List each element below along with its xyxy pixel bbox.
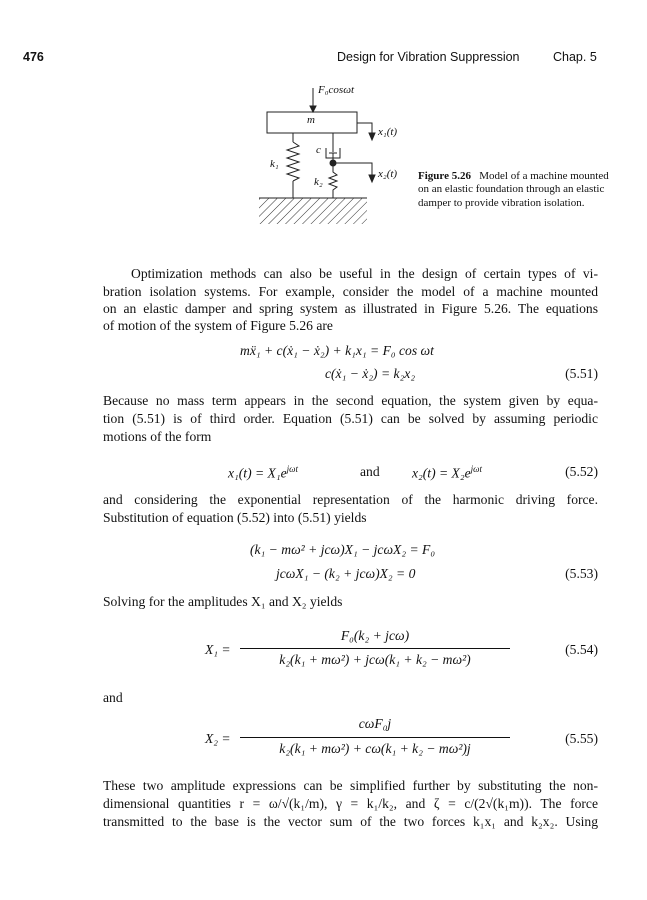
eq552-and: and [360,464,380,479]
and-text: and [103,690,123,705]
running-title: Design for Vibration Suppression [337,50,520,64]
eq554-number: (5.54) [565,642,598,657]
para1-line: on an elastic damper and spring system as illustrated in Figure 5.26. The equations [103,301,598,316]
disp1-label: x₁(t) [378,126,398,138]
eq555-numerator: cωF₀j [358,716,392,731]
para5-line: These two amplitude expressions can be simplified further by substituting the non- [103,778,598,793]
disp2-label: x₂(t) [378,168,398,180]
caption-text: Model of a machine mounted on an elastic foundation through an elastic damper to provide vibration isolation. [418,170,609,209]
spring1-label: k₁ [270,158,279,170]
figure-diagram [0,0,647,260]
para3-line: and considering the exponential representation of the harmonic driving force. [103,492,598,507]
eq551-line1: mẍ₁ + c(ẋ₁ − ẋ₂) + k₁x₁ = F₀ cos ωt [240,343,434,358]
para1-line: of motion of the system of Figure 5.26 are [103,318,333,333]
damper-label: c [316,144,321,156]
fraction-bar [240,648,510,649]
eq555-lhs: X₂ = [205,731,231,746]
mass-label: m [307,114,315,126]
eq553-line2: jcωX₁ − (k₂ + jcω)X₂ = 0 [276,566,416,581]
figure-caption [418,170,618,210]
eq552-right [412,464,482,482]
eq551-line2: c(ẋ₁ − ẋ₂) = k₂x₂ [325,366,416,381]
spring2-label: k₂ [314,176,323,188]
para1-line: bration isolation systems. For example, consider the model of a machine mounted [103,284,598,299]
para5-line: dimensional quantities r = ω/√(k₁/m), γ = k₁/k₂, and ζ = c/(2√(k₁m)). The force [103,796,598,811]
eq552-right-base: x₂(t) = X₂e [412,465,471,481]
eq555-denominator: k₂(k₁ + mω²) + cω(k₁ + k₂ − mω²)j [279,741,471,756]
eq552-left-base: x₁(t) = X₁e [228,465,287,481]
para2-line: motions of the form [103,429,212,444]
para5-line: transmitted to the base is the vector sum of the two forces k₁x₁ and k₂x₂. Using [103,814,598,829]
para3-line: Substitution of equation (5.52) into (5.51) yields [103,510,367,525]
eq552-left-exp: jωt [286,464,298,474]
para1-line: Optimization methods can also be useful in the design of certain types of vi- [131,266,598,281]
eq552-number: (5.52) [565,464,598,479]
fraction-bar [240,737,510,738]
eq554-lhs: X₁ = [205,642,231,657]
chapter-label: Chap. 5 [553,50,597,64]
eq553-line1: (k₁ − mω² + jcω)X₁ − jcωX₂ = F₀ [250,542,436,557]
caption-label: Figure 5.26 [418,170,471,182]
eq555-number: (5.55) [565,731,598,746]
eq551-number: (5.51) [565,366,598,381]
para2-line: tion (5.51) is of third order. Equation (5.51) can be solved by assuming periodic [103,411,598,426]
page-number: 476 [23,50,44,64]
eq554-numerator: F₀(k₂ + jcω) [340,628,410,643]
para4: Solving for the amplitudes X₁ and X₂ yields [103,594,343,609]
ground-hatch [259,198,367,224]
eq554-denominator: k₂(k₁ + mω²) + jcω(k₁ + k₂ − mω²) [279,652,471,667]
eq552-left [228,464,298,482]
eq552-right-exp: jωt [470,464,482,474]
force-label: F₀cosωt [318,84,355,96]
eq553-number: (5.53) [565,566,598,581]
para2-line: Because no mass term appears in the second equation, the system given by equa- [103,393,598,408]
